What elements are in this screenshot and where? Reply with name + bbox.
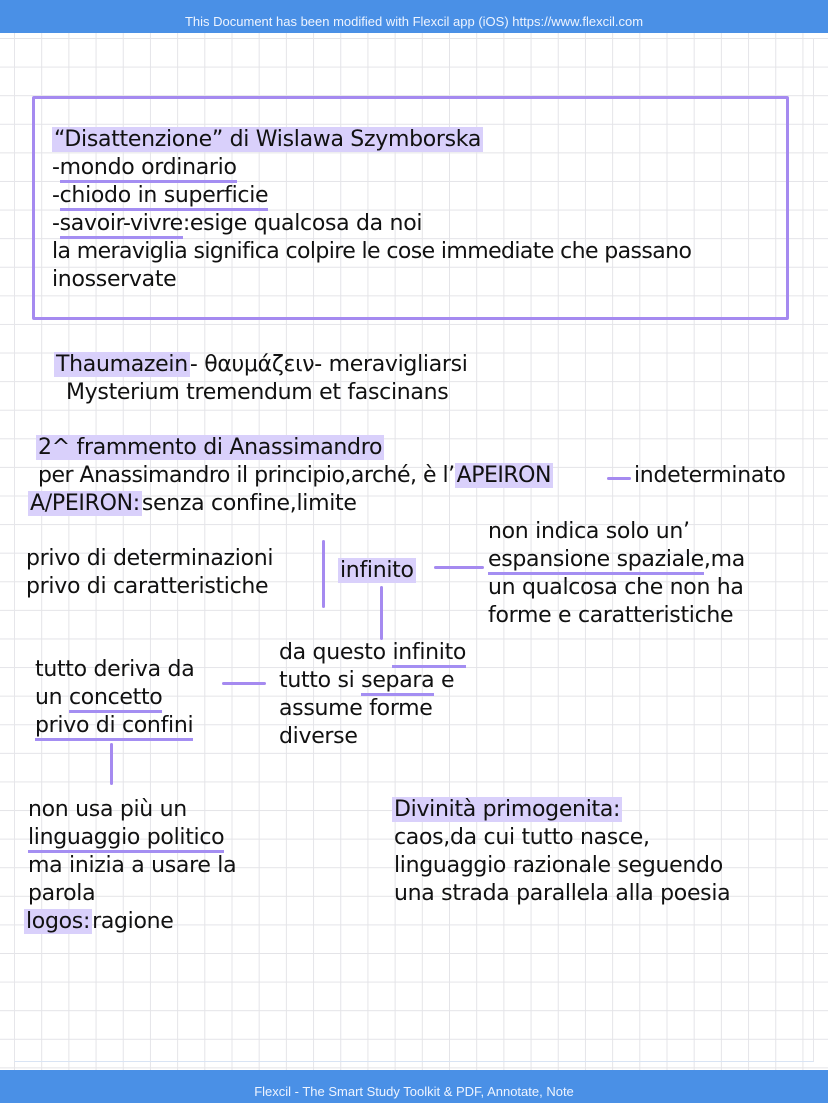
- box-line-2: -chiodo in superficie: [52, 182, 268, 210]
- divinita-line-2: linguaggio razionale seguendo: [394, 853, 723, 878]
- box-line-3: -savoir-vivre:esige qualcosa da noi: [52, 210, 422, 238]
- left-line-1: privo di determinazioni: [26, 546, 274, 571]
- below-line-3: assume forme: [279, 696, 433, 721]
- box-line-5: inosservate: [52, 267, 177, 292]
- right-line-4: forme e caratteristiche: [488, 603, 734, 628]
- logos-line-5: logos:ragione: [26, 909, 174, 934]
- box-line-4: la meraviglia significa colpire le cose immediate che passano: [52, 239, 692, 264]
- bottom-banner: [0, 1070, 828, 1103]
- infinito-node: infinito: [340, 558, 414, 583]
- mysterium-line: Mysterium tremendum et fascinans: [66, 380, 449, 405]
- divider-left: [322, 540, 325, 608]
- divinita-line-1: caos,da cui tutto nasce,: [394, 825, 650, 850]
- indeterminato-text: indeterminato: [634, 463, 786, 488]
- right-line-1: non indica solo un’: [488, 519, 690, 544]
- divinita-line-3: una strada parallela alla poesia: [394, 881, 731, 906]
- box-title-highlight: “Disattenzione” di Wislawa Szymborska: [54, 127, 482, 152]
- logos-line-2: linguaggio politico: [28, 824, 224, 852]
- below-line-4: diverse: [279, 724, 358, 749]
- box-title: [52, 126, 483, 154]
- connector-deriva-down: [110, 743, 113, 785]
- apeiron-definition: A/PEIRON:senza confine,limite: [30, 491, 357, 516]
- thaumazein-line: Thaumazein- θαυμάζειν- meravigliarsi: [56, 352, 468, 377]
- divinita-heading: Divinità primogenita:: [394, 797, 621, 822]
- below-line-1: da questo infinito: [279, 639, 466, 667]
- below-line-2: tutto si separa e: [279, 667, 454, 695]
- deriva-line-2: un concetto: [35, 684, 162, 712]
- logos-line-1: non usa più un: [28, 797, 187, 822]
- bottom-banner-text: Flexcil - The Smart Study Toolkit & PDF, Annotate, Note: [254, 1084, 574, 1099]
- right-line-3: un qualcosa che non ha: [488, 575, 744, 600]
- deriva-line-1: tutto deriva da: [35, 657, 195, 682]
- apeiron-highlight: APEIRON: [456, 463, 551, 488]
- right-line-2: espansione spaziale,ma: [488, 546, 745, 574]
- box-line-1: -mondo ordinario: [52, 154, 237, 182]
- anassimandro-heading: 2^ frammento di Anassimandro: [38, 435, 383, 460]
- connector-infinito-down: [380, 586, 383, 640]
- connector-deriva: [222, 682, 266, 685]
- thaumazein-term: Thaumazein: [56, 352, 188, 377]
- connector-apeiron-indeterminato: [607, 477, 631, 480]
- top-banner-text: This Document has been modified with Flexcil app (iOS) https://www.flexcil.com: [184, 14, 644, 29]
- thaumazein-greek: - θαυμάζειν-: [189, 352, 329, 377]
- deriva-line-3: privo di confini: [35, 712, 193, 740]
- left-line-2: privo di caratteristiche: [26, 574, 269, 599]
- connector-infinito-right: [434, 566, 484, 569]
- top-banner: [0, 0, 828, 33]
- logos-line-3: ma inizia a usare la: [28, 853, 237, 878]
- apeiron-line: per Anassimandro il principio,arché, è l’APEIRON: [38, 463, 551, 488]
- underlined-savoir-vivre: savoir-vivre: [60, 211, 183, 239]
- underlined-chiodo: chiodo in superficie: [60, 183, 269, 211]
- logos-line-4: parola: [28, 881, 96, 906]
- underlined-mondo-ordinario: mondo ordinario: [60, 155, 237, 183]
